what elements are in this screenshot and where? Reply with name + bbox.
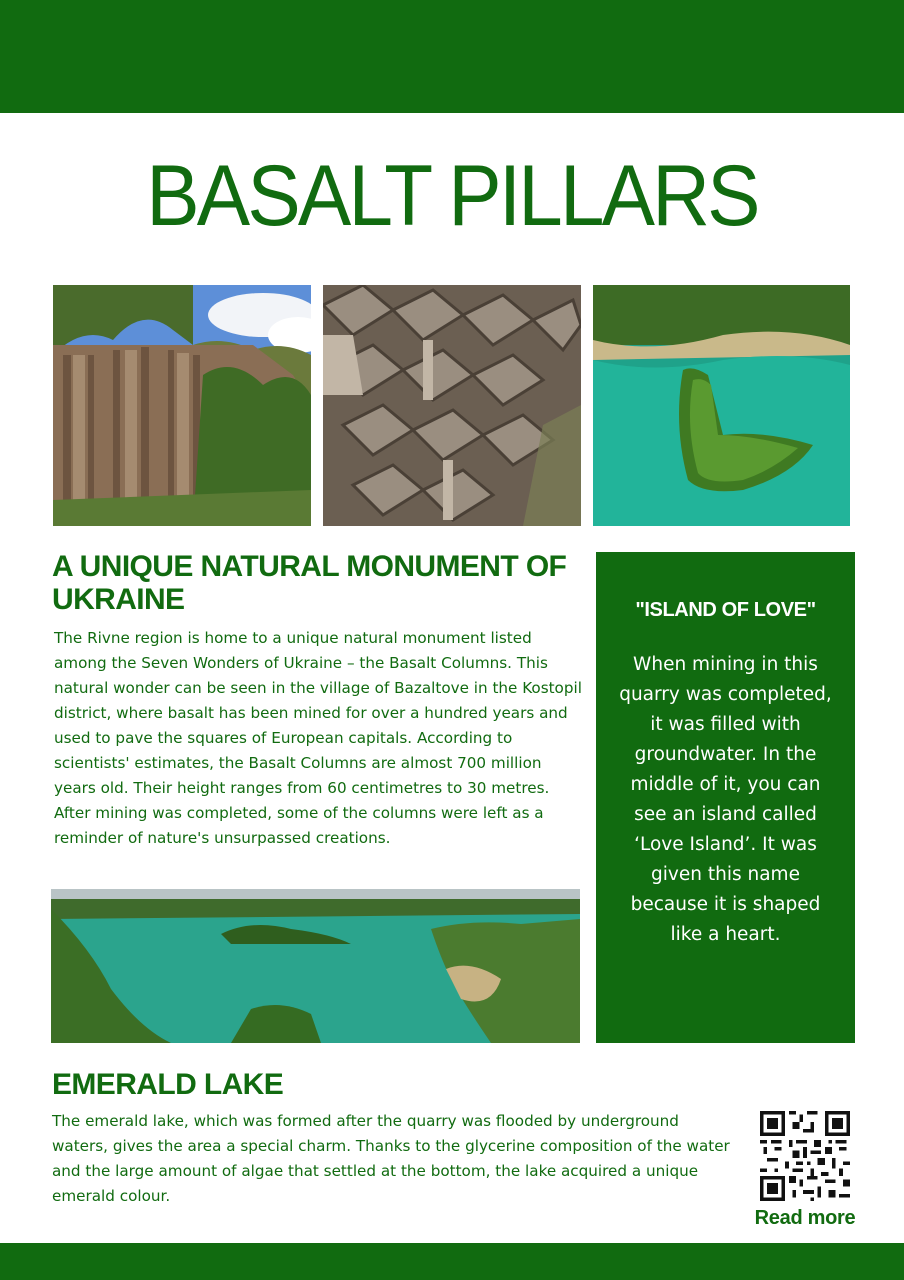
island-panel-title: "ISLAND OF LOVE" (635, 599, 816, 621)
header-band (0, 0, 904, 113)
monument-text: The Rivne region is home to a unique natural monument listed among the Seven Wonders of Ukraine – the Basalt Columns. This natural wonder can be seen in the village of Bazaltove in the Kostopil district, where basalt has been mined for over a hundred years and used to pave the squares of European capitals. According to scientists' estimates, the Basalt Columns are almost 700 million years old. Their height ranges from 60 centimetres to 30 metres. After mining was completed, some of the columns were left as a reminder of nature's unsurpassed creations. (54, 629, 582, 847)
basalt-cliff-photo (53, 285, 311, 526)
emerald-lake-photo (51, 889, 580, 1043)
emerald-lake-heading: EMERALD LAKE (52, 1068, 284, 1101)
monument-heading: A UNIQUE NATURAL MONUMENT OF UKRAINE (52, 550, 567, 616)
heart-island-photo (593, 285, 850, 526)
island-panel-text: When mining in this quarry was completed, it was filled with groundwater. In the middle of it, you can see an island called ‘Love Island’. It was given this name because it is shaped like a heart. (619, 654, 832, 945)
emerald-lake-text: The emerald lake, which was formed after the quarry was flooded by underground waters, gives the area a special charm. Thanks to the glycerine composition of the water and the large amount of algae that settled at the bottom, the lake acquired a unique emerald colour. (52, 1112, 730, 1205)
footer-band (0, 1243, 904, 1280)
page-title: BASALT PILLARS (146, 148, 758, 244)
island-of-love-panel (596, 552, 855, 1043)
qr-code[interactable] (760, 1111, 850, 1201)
read-more-link[interactable]: Read more (754, 1207, 856, 1229)
basalt-columns-photo (323, 285, 581, 526)
